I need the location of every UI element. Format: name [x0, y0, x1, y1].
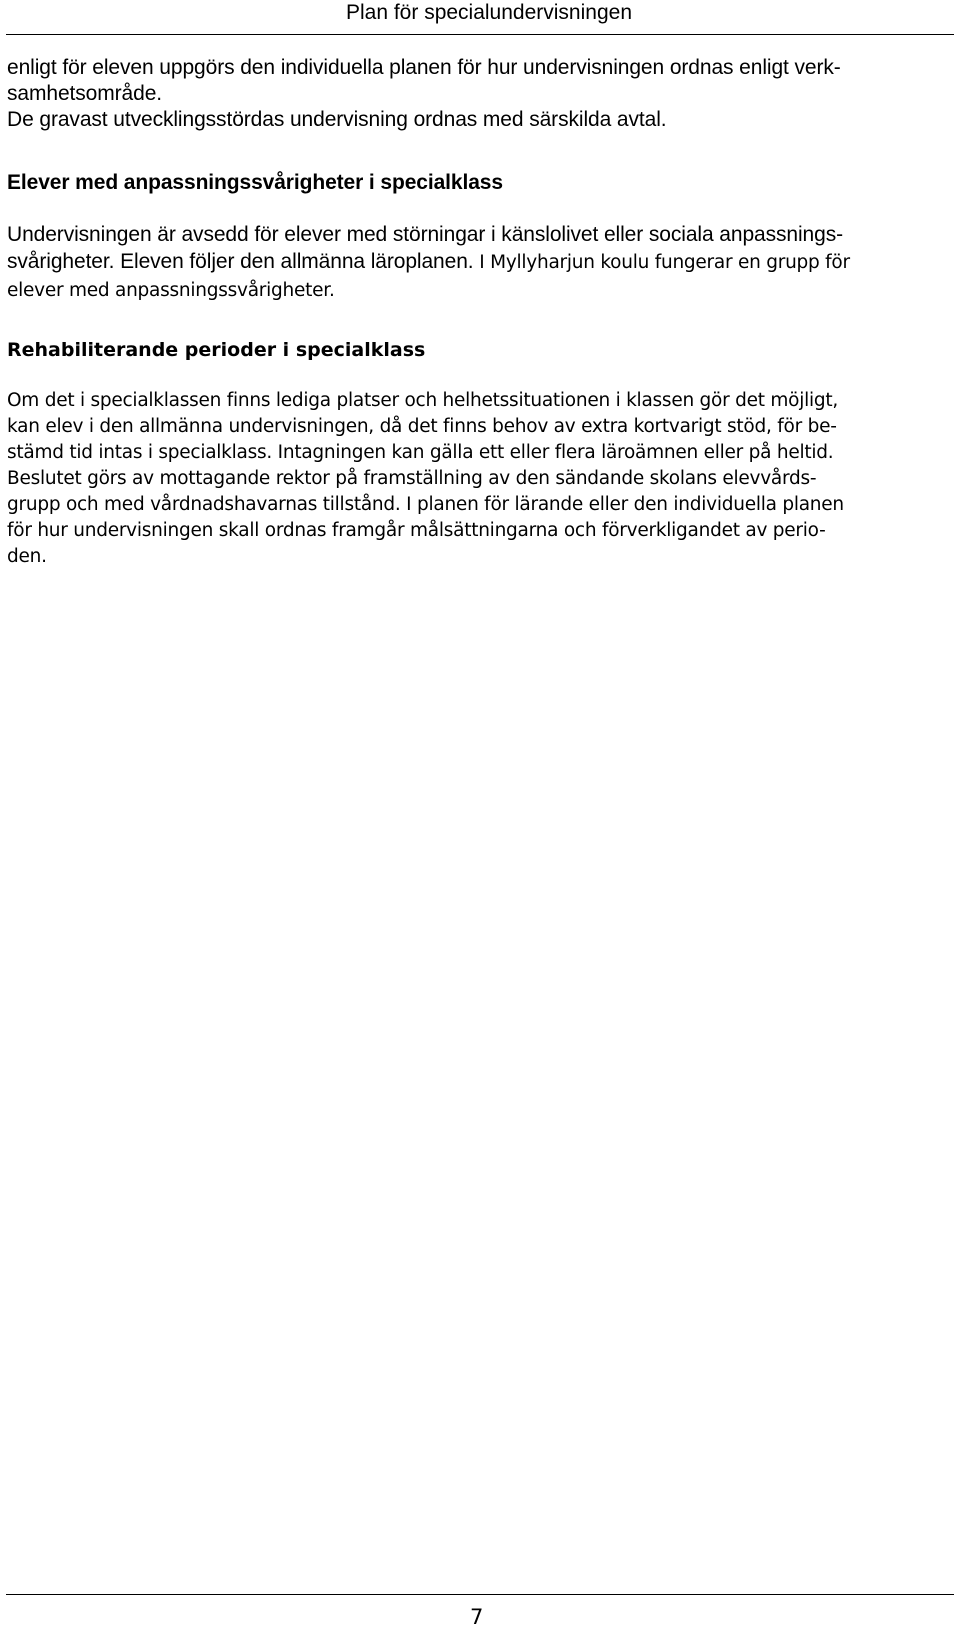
section-heading-anpassningssvarigheter: Elever med anpassningssvårigheter i specialklass	[7, 171, 503, 194]
intro-paragraph: enligt för eleven uppgörs den individuella planen för hur undervisningen ordnas enligt verk- samhetsområde. De gravast utvecklingsstördas undervisning ordnas med särskilda avtal.	[7, 56, 841, 131]
anpassningssvarigheter-paragraph	[7, 221, 947, 304]
section-heading-rehabiliterande-perioder: Rehabiliterande perioder i specialklass	[7, 339, 426, 361]
running-header-title: Plan för specialundervisningen	[345, 1, 632, 24]
rehabiliterande-perioder-paragraph: Om det i specialklassen finns lediga platser och helhetssituationen i klassen gör det möjligt, kan elev i den allmänna undervisningen, då det finns behov av extra kortvarigt stöd, för be- stämd tid intas i specialklass. Intagningen kan gälla ett eller flera läroämnen eller på heltid. Beslutet görs av mottagande rektor på framställning av den sändande skolans elevvårds- grupp och med vårdnadshavarnas tillstånd. I planen för lärande eller den individuella planen för hur undervisningen skall ordnas framgår målsättningarna och förverkligandet av perio- den.	[7, 390, 844, 567]
anpassningssvarigheter-text-verdana: I Myllyharjun koulu fungerar en grupp för elever med anpassningssvårigheter.	[7, 252, 850, 301]
page-number: 7	[470, 1605, 484, 1629]
anpassningssvarigheter-text-arial: Undervisningen är avsedd för elever med störningar i känslolivet eller sociala anpassnings- svårigheter. Eleven följer den allmänna läroplanen.	[7, 223, 844, 273]
footer-divider	[6, 1594, 954, 1595]
header-divider	[6, 34, 954, 35]
